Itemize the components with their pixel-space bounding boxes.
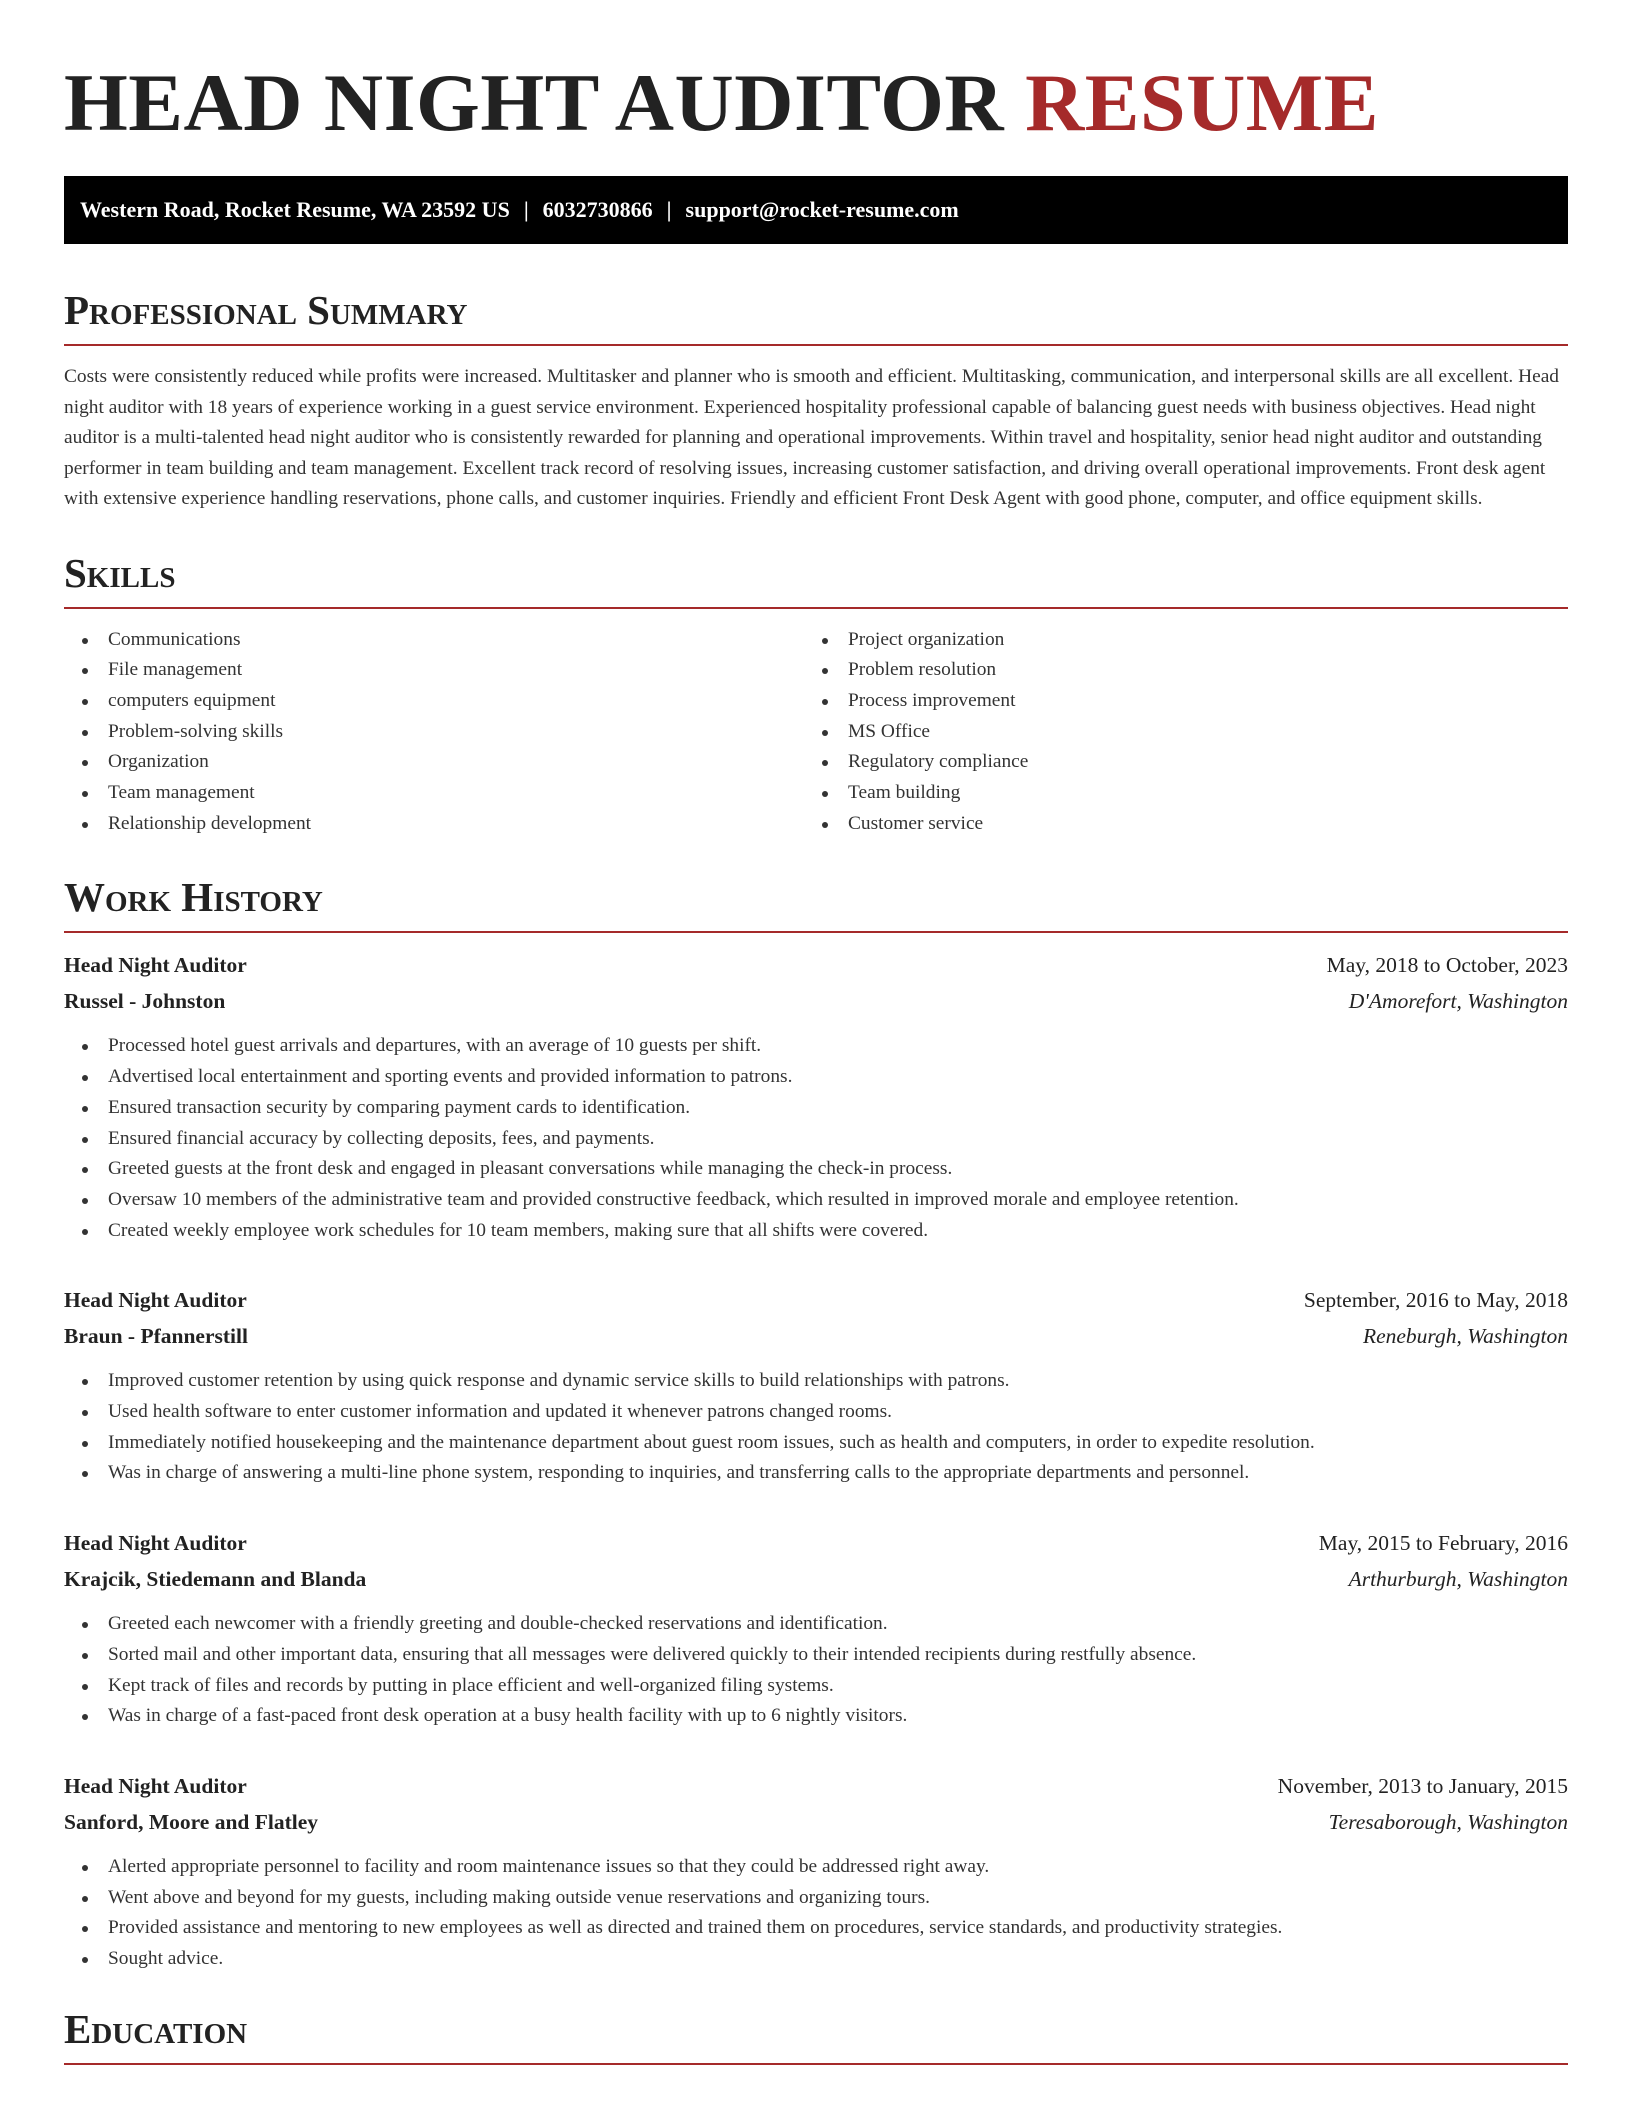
job-location: Teresaborough, Washington	[1328, 1809, 1568, 1834]
job-company: Krajcik, Stiedemann and Blanda	[64, 1567, 367, 1592]
contact-email: support@rocket-resume.com	[685, 197, 959, 222]
resume-title-accent: RESUME	[1025, 57, 1379, 148]
job-entry	[64, 1282, 1568, 1489]
job-bullet: Kept track of files and records by putting in place efficient and well-organized filing systems.	[64, 1671, 1568, 1702]
resume-title	[64, 58, 1568, 148]
job-bullet: Was in charge of answering a multi-line phone system, responding to inquiries, and transferring calls to the appropriate departments and personnel.	[64, 1458, 1568, 1489]
job-bullets	[64, 1366, 1568, 1489]
job-title: Head Night Auditor	[64, 1773, 247, 1798]
job-dates: May, 2015 to February, 2016	[1318, 1531, 1568, 1556]
skill-item: Process improvement	[804, 686, 1544, 717]
job-entry	[64, 1525, 1568, 1732]
skills-column-left	[64, 625, 804, 840]
contact-separator: |	[523, 197, 529, 222]
job-company: Sanford, Moore and Flatley	[64, 1809, 319, 1834]
job-company: Russel - Johnston	[64, 989, 226, 1014]
job-location: Reneburgh, Washington	[1362, 1324, 1568, 1349]
skills-list	[64, 625, 1568, 840]
job-bullet: Greeted each newcomer with a friendly greeting and double-checked reservations and identification.	[64, 1609, 1568, 1640]
skill-item: Team building	[804, 778, 1544, 809]
job-bullet: Ensured financial accuracy by collecting deposits, fees, and payments.	[64, 1124, 1568, 1155]
skills-column-right	[804, 625, 1544, 840]
job-entry	[64, 1768, 1568, 1975]
skill-item: File management	[64, 655, 804, 686]
job-company-row	[64, 983, 1568, 1019]
job-header-row	[64, 947, 1568, 983]
job-title: Head Night Auditor	[64, 953, 247, 978]
skill-item: Problem resolution	[804, 655, 1544, 686]
job-bullet: Advertised local entertainment and sporting events and provided information to patrons.	[64, 1062, 1568, 1093]
skill-item: computers equipment	[64, 686, 804, 717]
job-dates: September, 2016 to May, 2018	[1303, 1288, 1568, 1313]
job-header-row	[64, 1768, 1568, 1804]
job-bullet: Created weekly employee work schedules for 10 team members, making sure that all shifts were covered.	[64, 1216, 1568, 1247]
work-history-heading: Work History	[64, 873, 1568, 933]
skill-item: MS Office	[804, 717, 1544, 748]
skill-item: Organization	[64, 747, 804, 778]
job-company-row	[64, 1561, 1568, 1597]
job-location: Arthurburgh, Washington	[1348, 1567, 1568, 1592]
job-bullet: Sought advice.	[64, 1944, 1568, 1975]
job-bullet: Oversaw 10 members of the administrative team and provided constructive feedback, which resulted in improved morale and employee retention.	[64, 1185, 1568, 1216]
skills-heading: Skills	[64, 549, 1568, 609]
job-bullets	[64, 1031, 1568, 1246]
skill-item: Regulatory compliance	[804, 747, 1544, 778]
job-bullet: Went above and beyond for my guests, including making outside venue reservations and organizing tours.	[64, 1883, 1568, 1914]
job-bullets	[64, 1852, 1568, 1975]
job-bullet: Sorted mail and other important data, ensuring that all messages were delivered quickly to their intended recipients during restfully absence.	[64, 1640, 1568, 1671]
job-entry	[64, 947, 1568, 1246]
summary-text: Costs were consistently reduced while profits were increased. Multitasker and planner who is smooth and efficient. Multitasking, communication, and interpersonal skills are all excellent. Head night auditor with 18 years of experience working in a guest service environment. Experienced hospitality professional capable of balancing guest needs with business objectives. Head night auditor is a multi-talented head night auditor who is consistently rewarded for planning and operational improvements. Within travel and hospitality, senior head night auditor and outstanding performer in team building and team management. Excellent track record of resolving issues, increasing customer satisfaction, and driving overall operational improvements. Front desk agent with extensive experience handling reservations, phone calls, and customer inquiries. Friendly and efficient Front Desk Agent with good phone, computer, and office equipment skills.	[64, 366, 1560, 509]
contact-bar	[64, 176, 1568, 244]
job-company-row	[64, 1318, 1568, 1354]
contact-separator: |	[666, 197, 672, 222]
skill-item: Team management	[64, 778, 804, 809]
job-header-row	[64, 1282, 1568, 1318]
job-bullets	[64, 1609, 1568, 1732]
job-bullet: Ensured transaction security by comparing payment cards to identification.	[64, 1093, 1568, 1124]
skill-item: Customer service	[804, 809, 1544, 840]
job-dates: November, 2013 to January, 2015	[1277, 1773, 1568, 1798]
job-bullet: Alerted appropriate personnel to facility and room maintenance issues so that they could be addressed right away.	[64, 1852, 1568, 1883]
skill-item: Problem-solving skills	[64, 717, 804, 748]
job-bullet: Provided assistance and mentoring to new employees as well as directed and trained them on procedures, service standards, and productivity strategies.	[64, 1913, 1568, 1944]
education-heading: Education	[64, 2005, 1568, 2065]
job-company-row	[64, 1804, 1568, 1840]
job-bullet: Used health software to enter customer information and updated it whenever patrons changed rooms.	[64, 1397, 1568, 1428]
job-bullet: Greeted guests at the front desk and engaged in pleasant conversations while managing the check-in process.	[64, 1154, 1568, 1185]
resume-page	[64, 0, 1568, 2065]
job-bullet: Immediately notified housekeeping and the maintenance department about guest room issues, such as health and computers, in order to expedite resolution.	[64, 1428, 1568, 1459]
skill-item: Relationship development	[64, 809, 804, 840]
contact-address: Western Road, Rocket Resume, WA 23592 US	[80, 197, 510, 222]
skill-item: Communications	[64, 625, 804, 656]
skill-item: Project organization	[804, 625, 1544, 656]
job-title: Head Night Auditor	[64, 1531, 247, 1556]
job-bullet: Improved customer retention by using quick response and dynamic service skills to build relationships with patrons.	[64, 1366, 1568, 1397]
job-title: Head Night Auditor	[64, 1288, 247, 1313]
job-header-row	[64, 1525, 1568, 1561]
job-dates: May, 2018 to October, 2023	[1326, 953, 1568, 978]
resume-title-main: HEAD NIGHT AUDITOR	[64, 57, 1005, 148]
job-company: Braun - Pfannerstill	[64, 1324, 248, 1349]
job-location: D'Amorefort, Washington	[1348, 989, 1568, 1014]
summary-heading: Professional Summary	[64, 286, 1568, 346]
job-bullet: Processed hotel guest arrivals and departures, with an average of 10 guests per shift.	[64, 1031, 1568, 1062]
contact-phone: 6032730866	[542, 197, 653, 222]
job-bullet: Was in charge of a fast-paced front desk operation at a busy health facility with up to 6 nightly visitors.	[64, 1701, 1568, 1732]
